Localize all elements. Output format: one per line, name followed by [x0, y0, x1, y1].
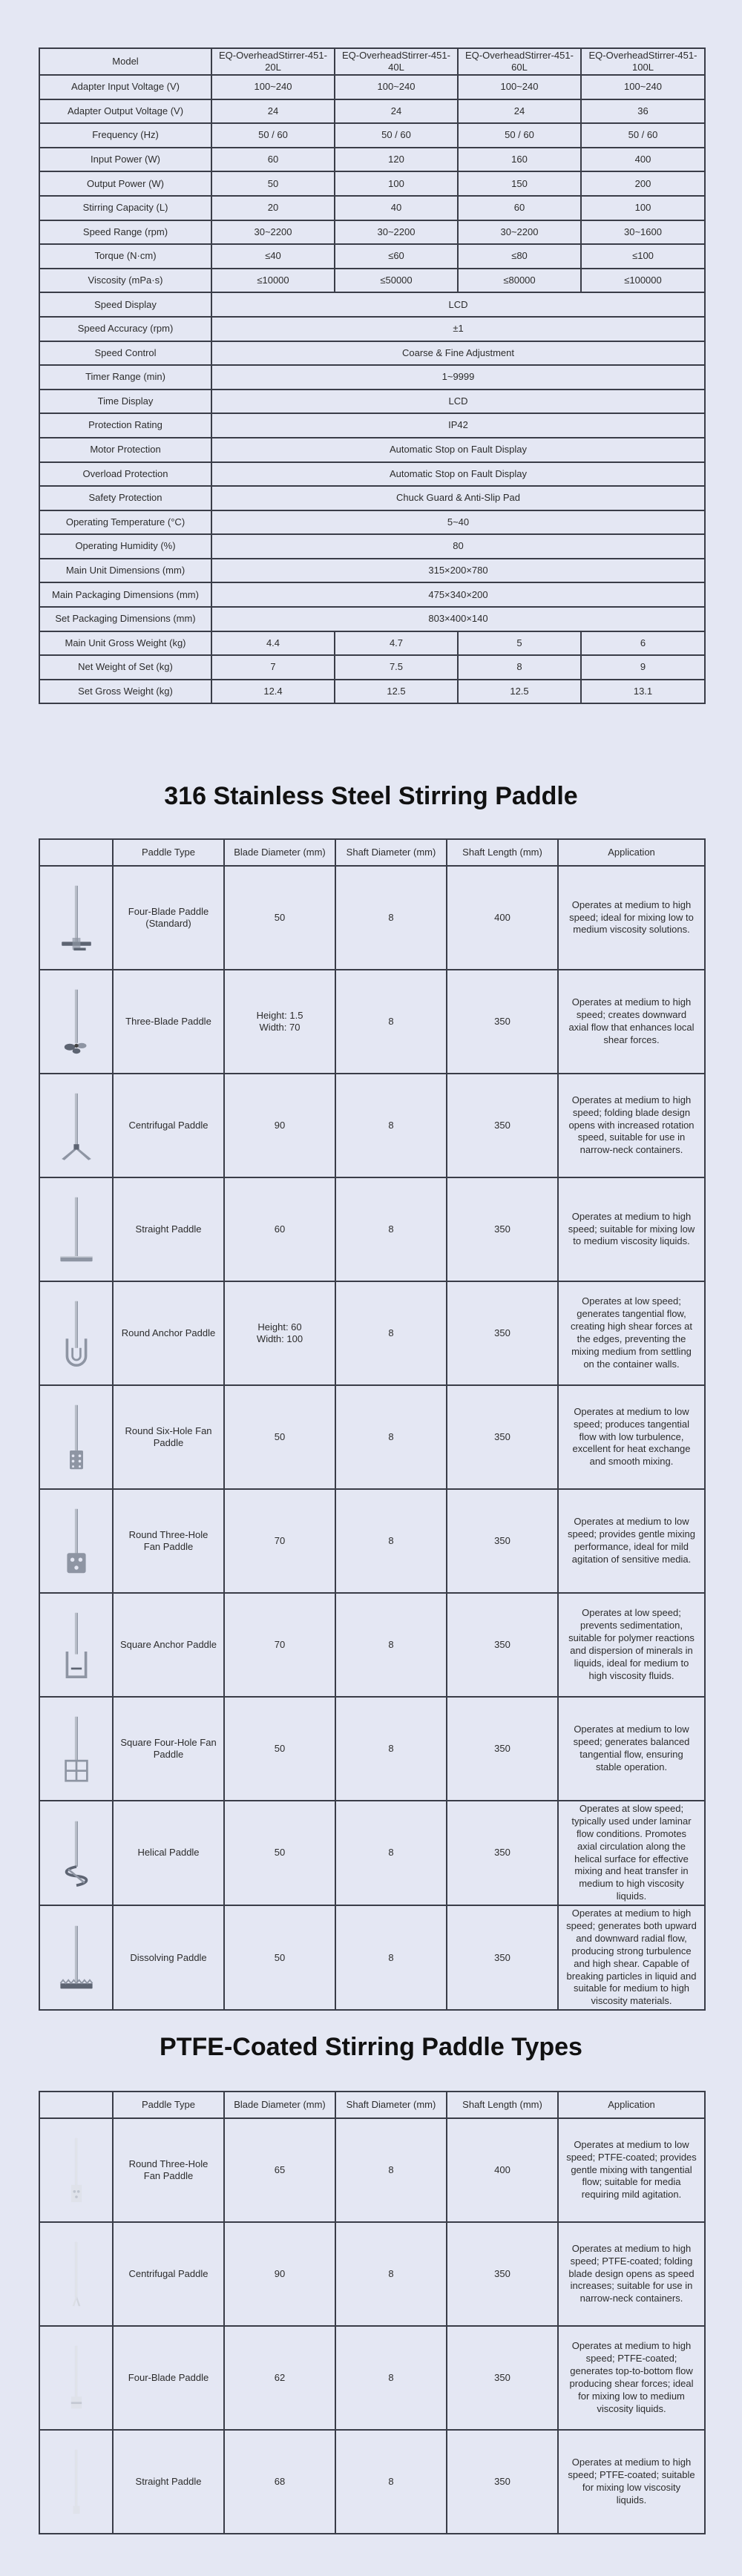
paddle-type: Round Three-Hole Fan Paddle: [113, 2118, 224, 2222]
paddle-row: [39, 1385, 705, 1489]
spec-value: 13.1: [581, 680, 705, 704]
spec-value: 475×340×200: [211, 582, 705, 607]
application-text: Operates at medium to high speed; folding blade design opens with increased rotation speed, suitable for use in narrow-neck containers.: [558, 1074, 705, 1177]
spec-label: Safety Protection: [39, 486, 211, 510]
spec-value: 36: [581, 99, 705, 124]
spec-row: [39, 365, 705, 390]
ptfe-centrifugal-paddle-icon: [43, 2228, 110, 2320]
shaft-length: 350: [447, 2326, 558, 2430]
spec-row: [39, 220, 705, 245]
spec-label: Speed Range (rpm): [39, 220, 211, 245]
spec-value: 12.5: [335, 680, 458, 704]
paddle-row: [39, 1177, 705, 1281]
spec-value: 30~2200: [458, 220, 581, 245]
spec-value: 50 / 60: [211, 123, 335, 148]
spec-value: 24: [335, 99, 458, 124]
spec-row: [39, 510, 705, 535]
spec-value: 200: [581, 171, 705, 196]
spec-label: Adapter Input Voltage (V): [39, 75, 211, 99]
spec-row: [39, 462, 705, 487]
four-blade-paddle-icon: [43, 872, 110, 964]
shaft-diameter: 8: [335, 1281, 447, 1385]
spec-row: [39, 171, 705, 196]
spec-value: ≤100000: [581, 269, 705, 293]
ptfe-four-blade-paddle-icon: [43, 2332, 110, 2424]
application-text: Operates at medium to low speed; generates balanced tangential flow, ensuring stable operation.: [558, 1697, 705, 1801]
spec-value: 7.5: [335, 655, 458, 680]
paddle-row: [39, 1801, 705, 1905]
dissolving-paddle-icon: [43, 1912, 110, 2004]
application-text: Operates at medium to high speed; generates both upward and downward radial flow, producing strong turbulence and high shear. Capable of breaking particles in liquid and suitable for medium to high viscosity materials.: [558, 1905, 705, 2010]
paddle-type: Round Anchor Paddle: [113, 1281, 224, 1385]
spec-row: [39, 196, 705, 220]
paddle-row: [39, 2222, 705, 2326]
spec-value: 4.4: [211, 631, 335, 656]
paddle-image: [39, 1074, 113, 1177]
ptfe-round-three-hole-fan-paddle-icon: [43, 2124, 110, 2216]
spec-value: 5: [458, 631, 581, 656]
application-text: Operates at medium to high speed; PTFE-coated; suitable for mixing low viscosity liquids.: [558, 2430, 705, 2534]
shaft-diameter: 8: [335, 1489, 447, 1593]
spec-value: 40: [335, 196, 458, 220]
blade-diameter: 90: [224, 2222, 335, 2326]
shaft-diameter: 8: [335, 2430, 447, 2534]
shaft-length: 350: [447, 1489, 558, 1593]
spec-label: Speed Display: [39, 292, 211, 317]
spec-value: 6: [581, 631, 705, 656]
spec-value: 8: [458, 655, 581, 680]
shaft-diameter: 8: [335, 1593, 447, 1697]
spec-value: 100~240: [211, 75, 335, 99]
spec-label: Motor Protection: [39, 438, 211, 462]
paddle-row: [39, 1697, 705, 1801]
paddle-image: [39, 2222, 113, 2326]
shaft-length: 350: [447, 2222, 558, 2326]
spec-row: [39, 292, 705, 317]
spec-value: 100~240: [458, 75, 581, 99]
spec-value: Automatic Stop on Fault Display: [211, 462, 705, 487]
spec-row: [39, 99, 705, 124]
spec-label: Timer Range (min): [39, 365, 211, 390]
spec-value: LCD: [211, 292, 705, 317]
shaft-length: 350: [447, 1281, 558, 1385]
spec-row: [39, 148, 705, 172]
blade-diameter: 50: [224, 1801, 335, 1905]
straight-paddle-icon: [43, 1183, 110, 1275]
spec-row: [39, 438, 705, 462]
paddle-image: [39, 1281, 113, 1385]
spec-label: Overload Protection: [39, 462, 211, 487]
spec-value: ≤80: [458, 244, 581, 269]
spec-value: 50: [211, 171, 335, 196]
blade-diameter: Height: 1.5 Width: 70: [224, 970, 335, 1074]
spec-label: Input Power (W): [39, 148, 211, 172]
shaft-diameter: 8: [335, 866, 447, 970]
paddle-header-row: [39, 839, 705, 866]
shaft-diameter: 8: [335, 2222, 447, 2326]
spec-value: 100: [581, 196, 705, 220]
spec-value: ≤10000: [211, 269, 335, 293]
spec-value: ≤40: [211, 244, 335, 269]
spec-value: 100: [335, 171, 458, 196]
shaft-diameter: 8: [335, 970, 447, 1074]
shaft-length: 350: [447, 1697, 558, 1801]
paddle-image: [39, 2118, 113, 2222]
shaft-length: 350: [447, 2430, 558, 2534]
application-text: Operates at medium to low speed; provides gentle mixing performance, ideal for mild agitation of sensitive media.: [558, 1489, 705, 1593]
square-anchor-paddle-icon: [43, 1599, 110, 1691]
paddle-row: [39, 1074, 705, 1177]
ptfe-section-title: PTFE-Coated Stirring Paddle Types: [160, 2033, 582, 2061]
column-header: Application: [558, 839, 705, 866]
application-text: Operates at medium to high speed; PTFE-coated; folding blade design opens as speed increases; suitable for use in narrow-neck containers.: [558, 2222, 705, 2326]
application-text: Operates at medium to low speed; PTFE-coated; provides gentle mixing with tangential flow; suitable for media requiring mild agitation.: [558, 2118, 705, 2222]
blade-diameter: 68: [224, 2430, 335, 2534]
paddle-row: [39, 866, 705, 970]
spec-value: 100~240: [335, 75, 458, 99]
spec-value: 160: [458, 148, 581, 172]
spec-label: Operating Humidity (%): [39, 534, 211, 559]
spec-row: [39, 123, 705, 148]
paddle-image: [39, 1697, 113, 1801]
shaft-diameter: 8: [335, 1905, 447, 2010]
shaft-length: 350: [447, 1593, 558, 1697]
helical-paddle-icon: [43, 1807, 110, 1899]
spec-value: 24: [458, 99, 581, 124]
paddle-type: Dissolving Paddle: [113, 1905, 224, 2010]
spec-value: 315×200×780: [211, 559, 705, 583]
spec-row: [39, 390, 705, 414]
blade-diameter: 50: [224, 1697, 335, 1801]
spec-row: [39, 582, 705, 607]
paddle-type: Centrifugal Paddle: [113, 2222, 224, 2326]
shaft-length: 350: [447, 1385, 558, 1489]
spec-label: Frequency (Hz): [39, 123, 211, 148]
paddle-row: [39, 1489, 705, 1593]
spec-value: 60: [211, 148, 335, 172]
paddle-image: [39, 1593, 113, 1697]
centrifugal-paddle-icon: [43, 1080, 110, 1172]
spec-row: [39, 486, 705, 510]
model-label: Model: [39, 48, 211, 75]
paddle-image: [39, 1905, 113, 2010]
spec-row: [39, 680, 705, 704]
shaft-length: 350: [447, 1074, 558, 1177]
spec-value: 60: [458, 196, 581, 220]
blade-diameter: 70: [224, 1593, 335, 1697]
blade-diameter: 50: [224, 866, 335, 970]
spec-row: [39, 559, 705, 583]
ptfe-straight-paddle-icon: [43, 2436, 110, 2528]
shaft-length: 350: [447, 1905, 558, 2010]
square-four-hole-fan-paddle-icon: [43, 1703, 110, 1795]
shaft-diameter: 8: [335, 1697, 447, 1801]
paddle-row: [39, 2326, 705, 2430]
spec-value: 30~1600: [581, 220, 705, 245]
spec-label: Main Packaging Dimensions (mm): [39, 582, 211, 607]
paddle-image: [39, 2326, 113, 2430]
paddle-type: Round Six-Hole Fan Paddle: [113, 1385, 224, 1489]
spec-label: Speed Accuracy (rpm): [39, 317, 211, 341]
shaft-diameter: 8: [335, 1074, 447, 1177]
paddle-image: [39, 2430, 113, 2534]
spec-label: Output Power (W): [39, 171, 211, 196]
spec-value: Chuck Guard & Anti-Slip Pad: [211, 486, 705, 510]
spec-row: [39, 631, 705, 656]
column-header: Paddle Type: [113, 2092, 224, 2118]
paddle-type: Straight Paddle: [113, 1177, 224, 1281]
model-name: EQ-OverheadStirrer-451-20L: [211, 48, 335, 75]
spec-row: [39, 317, 705, 341]
spec-label: Set Packaging Dimensions (mm): [39, 607, 211, 631]
paddle-image: [39, 1385, 113, 1489]
spec-label: Main Unit Dimensions (mm): [39, 559, 211, 583]
shaft-length: 350: [447, 1801, 558, 1905]
paddle-row: [39, 2430, 705, 2534]
blade-diameter: 90: [224, 1074, 335, 1177]
spec-label: Torque (N·cm): [39, 244, 211, 269]
model-name: EQ-OverheadStirrer-451-60L: [458, 48, 581, 75]
blade-diameter: 70: [224, 1489, 335, 1593]
blade-diameter: 60: [224, 1177, 335, 1281]
spec-row: [39, 244, 705, 269]
round-three-hole-fan-paddle-icon: [43, 1495, 110, 1587]
spec-label: Protection Rating: [39, 413, 211, 438]
spec-label: Set Gross Weight (kg): [39, 680, 211, 704]
application-text: Operates at medium to high speed; PTFE-coated; generates top-to-bottom flow producing shear forces; ideal for mixing low to medium viscosity liquids.: [558, 2326, 705, 2430]
shaft-diameter: 8: [335, 1177, 447, 1281]
spec-value: ≤60: [335, 244, 458, 269]
spec-value: ≤80000: [458, 269, 581, 293]
application-text: Operates at slow speed; typically used under laminar flow conditions. Promotes axial circulation along the helical surface for effective mixing and heat transfer in medium to high viscosity liquids.: [558, 1801, 705, 1905]
stainless-paddle-table: [39, 838, 706, 2011]
blade-diameter: 65: [224, 2118, 335, 2222]
application-text: Operates at medium to high speed; suitable for mixing low to medium viscosity liquids.: [558, 1177, 705, 1281]
paddle-row: [39, 2118, 705, 2222]
spec-value: 803×400×140: [211, 607, 705, 631]
column-header: Paddle Type: [113, 839, 224, 866]
spec-value: 12.4: [211, 680, 335, 704]
spec-row: [39, 534, 705, 559]
spec-label: Operating Temperature (°C): [39, 510, 211, 535]
model-name: EQ-OverheadStirrer-451-40L: [335, 48, 458, 75]
application-text: Operates at low speed; generates tangential flow, creating high shear forces at the edges, preventing the mixing medium from settling on the container walls.: [558, 1281, 705, 1385]
model-name: EQ-OverheadStirrer-451-100L: [581, 48, 705, 75]
column-header: Blade Diameter (mm): [224, 839, 335, 866]
spec-row: [39, 341, 705, 366]
paddle-type: Square Four-Hole Fan Paddle: [113, 1697, 224, 1801]
shaft-length: 350: [447, 970, 558, 1074]
paddle-type: Centrifugal Paddle: [113, 1074, 224, 1177]
spec-row: [39, 655, 705, 680]
shaft-length: 400: [447, 2118, 558, 2222]
spec-row: [39, 607, 705, 631]
column-header: Shaft Length (mm): [447, 2092, 558, 2118]
application-text: Operates at medium to high speed; creates downward axial flow that enhances local shear forces.: [558, 970, 705, 1074]
spec-value: IP42: [211, 413, 705, 438]
spec-value: 4.7: [335, 631, 458, 656]
spec-label: Net Weight of Set (kg): [39, 655, 211, 680]
paddle-image: [39, 1489, 113, 1593]
application-text: Operates at medium to high speed; ideal for mixing low to medium viscosity solutions.: [558, 866, 705, 970]
spec-label: Main Unit Gross Weight (kg): [39, 631, 211, 656]
spec-row: [39, 269, 705, 293]
spec-value: 50 / 60: [335, 123, 458, 148]
ptfe-paddle-table: [39, 2091, 706, 2534]
paddle-type: Four-Blade Paddle: [113, 2326, 224, 2430]
spec-label: Time Display: [39, 390, 211, 414]
spec-value: 5~40: [211, 510, 705, 535]
spec-row: [39, 413, 705, 438]
spec-value: 30~2200: [211, 220, 335, 245]
specifications-table: [39, 47, 706, 704]
column-header: Blade Diameter (mm): [224, 2092, 335, 2118]
spec-label: Adapter Output Voltage (V): [39, 99, 211, 124]
spec-value: 50 / 60: [581, 123, 705, 148]
spec-value: 1~9999: [211, 365, 705, 390]
paddle-row: [39, 1593, 705, 1697]
paddle-image: [39, 1801, 113, 1905]
spec-label: Speed Control: [39, 341, 211, 366]
paddle-type: Three-Blade Paddle: [113, 970, 224, 1074]
spec-value: Coarse & Fine Adjustment: [211, 341, 705, 366]
column-header: Shaft Diameter (mm): [335, 2092, 447, 2118]
spec-value: Automatic Stop on Fault Display: [211, 438, 705, 462]
spec-value: ±1: [211, 317, 705, 341]
spec-value: 50 / 60: [458, 123, 581, 148]
blade-diameter: Height: 60 Width: 100: [224, 1281, 335, 1385]
paddle-image: [39, 866, 113, 970]
column-header: Application: [558, 2092, 705, 2118]
paddle-image: [39, 1177, 113, 1281]
round-six-hole-fan-paddle-icon: [43, 1391, 110, 1483]
shaft-length: 350: [447, 1177, 558, 1281]
image-column-header: [39, 839, 113, 866]
spec-value: 20: [211, 196, 335, 220]
blade-diameter: 50: [224, 1905, 335, 2010]
application-text: Operates at medium to low speed; produces tangential flow with low turbulence, excellent for heat exchange and smooth mixing.: [558, 1385, 705, 1489]
spec-value: ≤50000: [335, 269, 458, 293]
spec-value: 9: [581, 655, 705, 680]
shaft-diameter: 8: [335, 2118, 447, 2222]
shaft-diameter: 8: [335, 1385, 447, 1489]
spec-label: Viscosity (mPa·s): [39, 269, 211, 293]
paddle-row: [39, 970, 705, 1074]
spec-value: 30~2200: [335, 220, 458, 245]
spec-row: [39, 75, 705, 99]
paddle-type: Four-Blade Paddle (Standard): [113, 866, 224, 970]
column-header: Shaft Diameter (mm): [335, 839, 447, 866]
spec-value: 120: [335, 148, 458, 172]
paddle-image: [39, 970, 113, 1074]
spec-value: 7: [211, 655, 335, 680]
paddle-type: Helical Paddle: [113, 1801, 224, 1905]
spec-value: 400: [581, 148, 705, 172]
blade-diameter: 50: [224, 1385, 335, 1489]
spec-value: 100~240: [581, 75, 705, 99]
spec-header-row: [39, 48, 705, 75]
paddle-type: Round Three-Hole Fan Paddle: [113, 1489, 224, 1593]
spec-label: Stirring Capacity (L): [39, 196, 211, 220]
spec-value: 150: [458, 171, 581, 196]
three-blade-paddle-icon: [43, 976, 110, 1068]
spec-value: 80: [211, 534, 705, 559]
spec-value: LCD: [211, 390, 705, 414]
spec-value: ≤100: [581, 244, 705, 269]
round-anchor-paddle-icon: [43, 1287, 110, 1379]
shaft-diameter: 8: [335, 2326, 447, 2430]
shaft-diameter: 8: [335, 1801, 447, 1905]
paddle-type: Straight Paddle: [113, 2430, 224, 2534]
stainless-section-title: 316 Stainless Steel Stirring Paddle: [164, 782, 578, 810]
paddle-header-row: [39, 2092, 705, 2118]
application-text: Operates at low speed; prevents sedimentation, suitable for polymer reactions and dispersion of minerals in liquids, ideal for medium to high viscosity fluids.: [558, 1593, 705, 1697]
shaft-length: 400: [447, 866, 558, 970]
paddle-type: Square Anchor Paddle: [113, 1593, 224, 1697]
paddle-row: [39, 1281, 705, 1385]
column-header: Shaft Length (mm): [447, 839, 558, 866]
spec-value: 12.5: [458, 680, 581, 704]
spec-value: 24: [211, 99, 335, 124]
blade-diameter: 62: [224, 2326, 335, 2430]
paddle-row: [39, 1905, 705, 2010]
image-column-header: [39, 2092, 113, 2118]
